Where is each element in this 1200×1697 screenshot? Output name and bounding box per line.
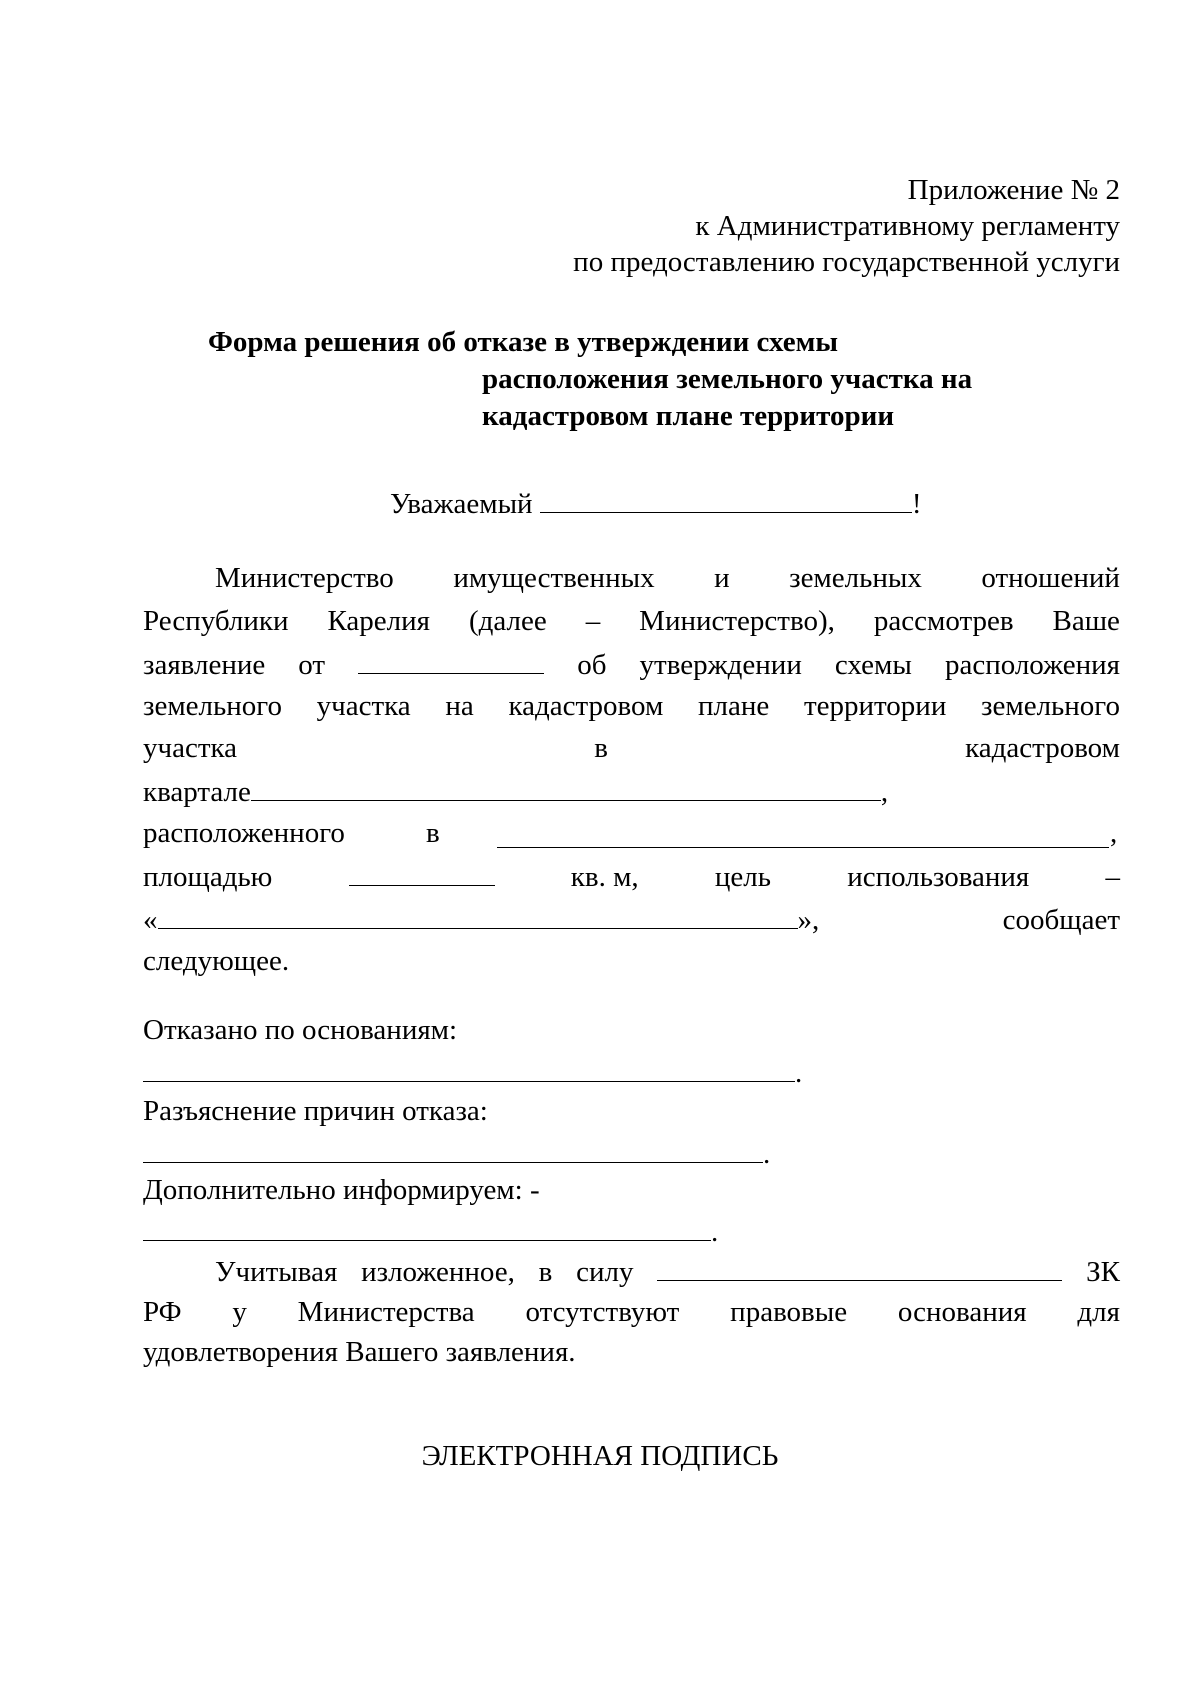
body-line-1: Министерство имущественных и земельных отношений [215, 562, 1120, 594]
legal-article-blank [657, 1252, 1062, 1281]
refusal-explanation-label: Разъяснение причин отказа: [143, 1095, 488, 1127]
cadastral-quarter-blank [251, 772, 881, 801]
additional-info-line: . [143, 1212, 718, 1250]
refusal-grounds-line: . [143, 1053, 802, 1091]
application-date-blank [358, 645, 544, 674]
refusal-explanation-blank [143, 1134, 763, 1163]
form-title-line1: Форма решения об отказе в утверждении схемы [208, 326, 839, 358]
electronic-signature: ЭЛЕКТРОННАЯ ПОДПИСЬ [421, 1440, 779, 1472]
location-blank [497, 819, 1109, 848]
body-line-4: земельного участка на кадастровом плане территории земельного [143, 690, 1120, 722]
appendix-number: Приложение № 2 [907, 174, 1120, 206]
additional-info-label: Дополнительно информируем: - [143, 1174, 540, 1206]
salutation-word: Уважаемый [390, 488, 533, 520]
body-line-8: площадью кв. м, цель использования – [143, 857, 1120, 895]
refusal-grounds-blank [143, 1053, 795, 1082]
body-line-7: расположенного в , [143, 817, 1118, 849]
form-title-line2: расположения земельного участка на [482, 363, 973, 395]
refusal-explanation-line: . [143, 1134, 770, 1172]
salutation [390, 484, 922, 522]
body-line-2: Республики Карелия (далее – Министерство), рассмотрев Ваше [143, 605, 1120, 637]
appendix-reference: к Административному регламенту [695, 210, 1120, 242]
conclusion-line-1: Учитывая изложенное, в силу ЗК [215, 1252, 1120, 1290]
form-title-line3: кадастровом плане территории [482, 400, 895, 432]
conclusion-line-3: удовлетворения Вашего заявления. [143, 1336, 576, 1368]
body-line-10: следующее. [143, 945, 290, 977]
body-line-3: заявление от об утверждении схемы расположения [143, 645, 1120, 683]
salutation-exclamation: ! [911, 488, 922, 520]
body-line-6: квартале , [143, 772, 888, 810]
conclusion-line-2: РФ у Министерства отсутствуют правовые основания для [143, 1296, 1120, 1328]
area-blank [349, 857, 495, 886]
refusal-grounds-label: Отказано по основаниям: [143, 1014, 458, 1046]
appendix-service: по предоставлению государственной услуги [573, 246, 1120, 278]
body-line-9: « », сообщает [143, 900, 1120, 938]
body-line-5: участка в кадастровом [143, 732, 1120, 764]
additional-info-blank [143, 1212, 711, 1241]
recipient-name-blank [540, 484, 912, 513]
usage-purpose-blank [158, 900, 798, 929]
